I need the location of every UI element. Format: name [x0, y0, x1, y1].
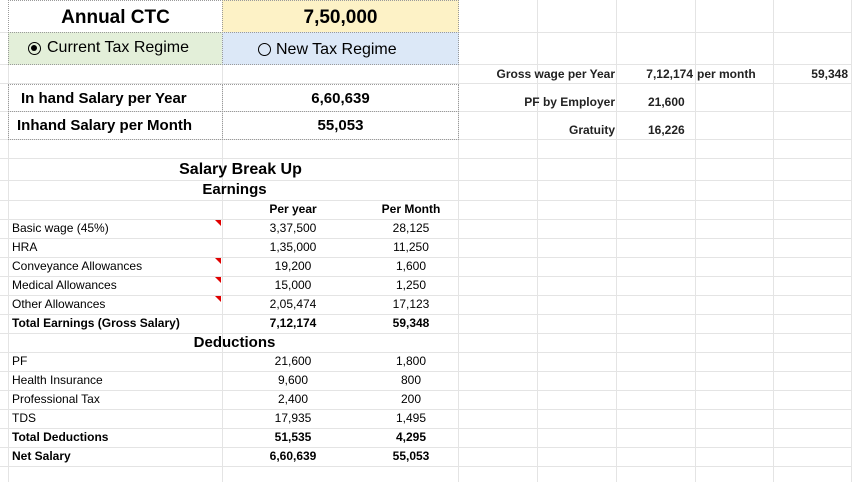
col-per-year: Per year	[269, 202, 317, 216]
annual-ctc-value-cell[interactable]: 7,50,000	[222, 0, 459, 33]
radio-selected-icon[interactable]	[28, 42, 41, 55]
row-year[interactable]: 2,400	[277, 392, 309, 406]
gratuity-value[interactable]: 16,226	[648, 123, 685, 137]
row-label: HRA	[12, 240, 38, 254]
row-year[interactable]: 2,05,474	[269, 297, 317, 311]
comment-indicator-icon[interactable]	[215, 258, 221, 264]
row-label: Total Deductions	[12, 430, 109, 444]
new-tax-regime-option[interactable]	[222, 32, 459, 65]
current-tax-regime-option[interactable]	[8, 32, 223, 65]
row-label: Medical Allowances	[12, 278, 117, 292]
comment-indicator-icon[interactable]	[215, 220, 221, 226]
gratuity-label: Gratuity	[568, 123, 615, 137]
row-month[interactable]: 1,250	[395, 278, 427, 292]
gross-wage-value[interactable]: 7,12,174	[646, 67, 693, 81]
row-month[interactable]: 1,495	[395, 411, 427, 425]
inhand-year-value[interactable]: 6,60,639	[222, 84, 459, 112]
row-label: Conveyance Allowances	[12, 259, 143, 273]
row-month[interactable]: 4,295	[395, 430, 427, 444]
row-year[interactable]: 51,535	[274, 430, 312, 444]
deductions-title: Deductions	[193, 334, 276, 351]
inhand-month-label: Inhand Salary per Month	[8, 111, 223, 140]
row-label: Net Salary	[12, 449, 71, 463]
row-month[interactable]: 1,600	[395, 259, 427, 273]
row-month[interactable]: 1,800	[395, 354, 427, 368]
row-month[interactable]: 59,348	[392, 316, 430, 330]
row-month[interactable]: 55,053	[392, 449, 430, 463]
pf-employer-label: PF by Employer	[524, 95, 615, 109]
row-year[interactable]: 19,200	[274, 259, 312, 273]
row-year[interactable]: 1,35,000	[269, 240, 317, 254]
row-label: Basic wage (45%)	[12, 221, 109, 235]
row-year[interactable]: 9,600	[277, 373, 309, 387]
comment-indicator-icon[interactable]	[215, 296, 221, 302]
col-per-month: Per Month	[381, 202, 441, 216]
row-label: PF	[12, 354, 28, 368]
row-year[interactable]: 15,000	[274, 278, 312, 292]
row-month[interactable]: 200	[400, 392, 422, 406]
annual-ctc-label: Annual CTC	[8, 0, 223, 33]
gross-wage-label: Gross wage per Year	[496, 67, 615, 81]
row-label: Other Allowances	[12, 297, 106, 311]
row-label: TDS	[12, 411, 36, 425]
pf-employer-value[interactable]: 21,600	[648, 95, 685, 109]
row-month[interactable]: 17,123	[392, 297, 430, 311]
row-label: Professional Tax	[12, 392, 100, 406]
row-label: Total Earnings (Gross Salary)	[12, 316, 180, 330]
radio-unselected-icon[interactable]	[258, 43, 271, 56]
comment-indicator-icon[interactable]	[215, 277, 221, 283]
salary-breakup-title: Salary Break Up	[179, 161, 302, 178]
inhand-month-value[interactable]: 55,053	[222, 111, 459, 140]
row-year[interactable]: 6,60,639	[269, 449, 317, 463]
row-month[interactable]: 800	[400, 373, 422, 387]
row-label: Health Insurance	[12, 373, 103, 387]
new-tax-regime-label: New Tax Regime	[276, 41, 397, 58]
row-year[interactable]: 7,12,174	[269, 316, 317, 330]
per-month-value[interactable]: 59,348	[811, 67, 848, 81]
current-tax-regime-label: Current Tax Regime	[47, 39, 189, 56]
row-year[interactable]: 3,37,500	[269, 221, 317, 235]
per-month-label: per month	[697, 67, 756, 81]
row-year[interactable]: 17,935	[274, 411, 312, 425]
row-year[interactable]: 21,600	[274, 354, 312, 368]
row-month[interactable]: 11,250	[393, 240, 429, 254]
row-month[interactable]: 28,125	[392, 221, 430, 235]
earnings-title: Earnings	[202, 181, 267, 198]
inhand-year-label: In hand Salary per Year	[8, 84, 223, 112]
